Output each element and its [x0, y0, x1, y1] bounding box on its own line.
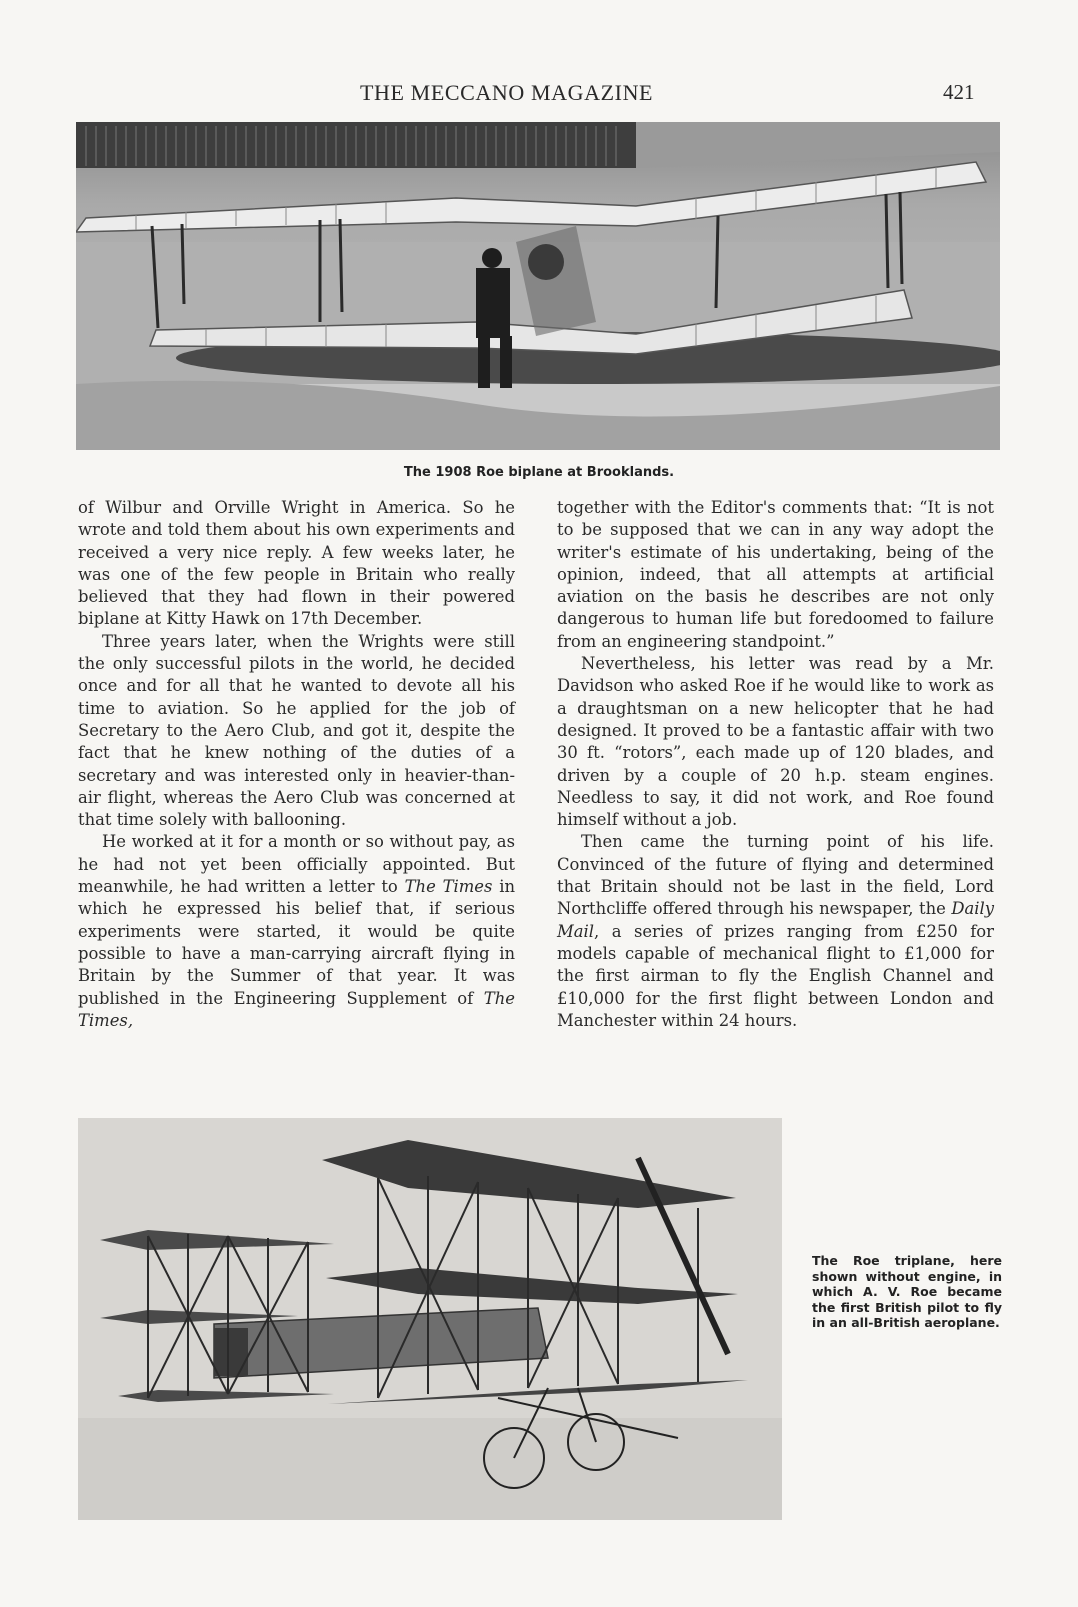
left-paragraph-2: Three years later, when the Wrights were still the only successful pilots in the world, he decided once and for all that he wanted to devote all his time to aviation. So he applied for the job of Secretary to the Aero Club, and got it, despite the fact that he knew nothing of the duties of a secretary and was interested only in heavier-than-air flight, whereas the Aero Club was concerned at that time solely with ballooning.: [78, 631, 515, 830]
left-paragraph-3: [78, 831, 515, 1032]
right-paragraph-1: together with the Editor's comments that: “It is not to be supposed that we can in any way adopt the writer's estimate of his undertaking, being of the opinion, indeed, that all attempts at artificial aviation on the basis he describes are not only dangerous to human life but foredoomed to failure from an engineering standpoint.”: [557, 498, 994, 651]
left-paragraph-3-text-c: in which he expressed his belief that, if serious experiments were started, it would be quite possible to have a man-carrying aircraft flying in Britain by the Summer of that year. It was published in the Engineering Supplement of: [78, 877, 515, 1008]
page-header: [0, 76, 1078, 112]
right-column: [557, 497, 994, 1032]
left-column: [78, 497, 515, 1032]
right-paragraph-3-text-a: Then came the turning point of his life. Convinced of the future of flying and determined that Britain should not be last in the field, Lord Northcliffe offered through his newspaper, the: [557, 832, 994, 919]
newspaper-title-2: The Times,: [78, 988, 515, 1030]
running-title: THE MECCANO MAGAZINE: [360, 80, 654, 105]
roe-biplane-photo: [76, 122, 1000, 450]
right-paragraph-2: Nevertheless, his letter was read by a Mr. Davidson who asked Roe if he would like to work as a draughtsman on a new helicopter that he had designed. It proved to be a fantastic affair with two 30 ft. “rotors”, each made up of 120 blades, and driven by a couple of 20 h.p. steam engines. Needless to say, it did not work, and Roe found himself without a job.: [557, 654, 994, 830]
roe-triplane-photo: [78, 1118, 782, 1520]
top-figure-caption: The 1908 Roe biplane at Brooklands.: [403, 465, 675, 480]
right-paragraph-3: [557, 831, 994, 1032]
left-paragraph-3-text-a: He worked at it for a month or so without pay, as he had not yet been officially appointed. But meanwhile, he had written a letter to: [78, 832, 515, 897]
page-number: 421: [943, 80, 975, 104]
right-paragraph-3-text-c: , a series of prizes ranging from £250 for models capable of mechanical flight to £1,000 for the first airman to fly the English Channel and £10,000 for the first flight between London and Manchester within 24 hours.: [557, 921, 994, 1030]
newspaper-title-1: The Times: [404, 877, 493, 897]
left-paragraph-1: of Wilbur and Orville Wright in America. So he wrote and told them about his own experiments and received a very nice reply. A few weeks later, he was one of the few people in Britain who really believed that they had flown in their powered biplane at Kitty Hawk on 17th December.: [78, 498, 515, 629]
bottom-figure-caption: The Roe triplane, here shown without engine, in which A. V. Roe became the first British pilot to fly in an all-British aeroplane.: [812, 1253, 1002, 1330]
newspaper-title-3: Daily Mail: [557, 899, 994, 941]
